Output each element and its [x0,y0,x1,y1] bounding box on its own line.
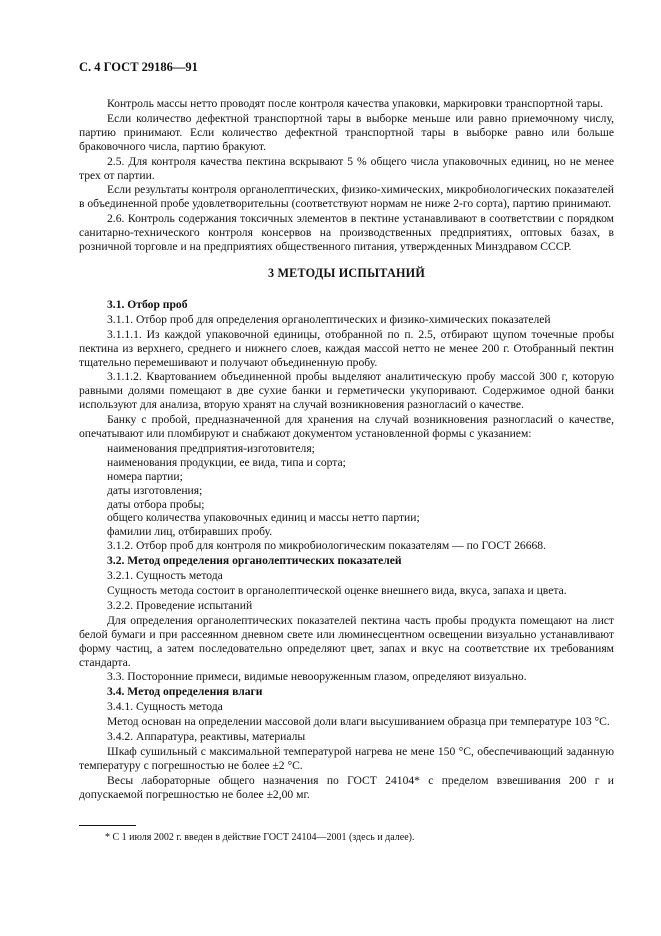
section-title: 3 МЕТОДЫ ИСПЫТАНИЙ [267,265,426,280]
footnote-divider [79,825,136,826]
paragraph: Сущность метода состоит в органолептической оценке внешнего вида, вкуса, запаха и цвета. [107,584,567,597]
subsection-heading: 3.1. Отбор проб [107,297,188,311]
list-item: общего количества упаковочных единиц и массы нетто партии; [107,511,420,525]
paragraph: Если результаты контроля органолептических, физико-химических, микробиологических показателей в объединенной пробе удовлетворительны (соответствуют нормам не ниже 2-го сорта), партию принимают. [79,183,614,211]
paragraph: 3.1.2. Отбор проб для контроля по микробиологическим показателям — по ГОСТ 26668. [107,539,546,553]
paragraph: 3.2.1. Сущность метода [107,569,223,583]
list-item: номера партии; [107,469,183,483]
paragraph: Для определения органолептических показателей пектина часть пробы продукта помещают на лист белой бумаги и при рассеянном дневном свете или люминесцентном освещении визуально устанавливают форму частиц, а затем последовательно определяют цвет, запах и вкус на соответствие их требованиям стандарта. [79,613,614,669]
paragraph: 3.1.1.2. Квартованием объединенной пробы выделяют аналитическую пробу массой 300 г, которую равными долями помещают в две сухие банки и герметически укупоривают. Содержимое одной банки используют для анализа, вторую хранят на случай возникновения разногласий о качестве. [79,370,614,412]
list-item: даты изготовления; [107,483,203,497]
subsection-heading: 3.2. Метод определения органолептических показателей [107,554,402,568]
paragraph: 2.5. Для контроля качества пектина вскрывают 5 % общего числа упаковочных единиц, но не менее трех от партии. [79,154,614,182]
paragraph: 3.4.2. Аппаратура, реактивы, материалы [107,730,306,744]
paragraph: Если количество дефектной транспортной тары в выборке меньше или равно приемочному числу, партию принимают. Если количество дефектной транспортной тары в выборке равно или больше браковочного числа, партию бракуют. [79,111,614,153]
document-body [79,97,614,803]
paragraph: 3.3. Посторонние примеси, видимые невооруженным глазом, определяют визуально. [107,670,527,684]
paragraph: Метод основан на определении массовой доли влаги высушиванием образца при температуре 103 °С. [107,715,610,729]
subsection-heading: 3.4. Метод определения влаги [107,685,263,699]
label-list [79,442,614,539]
list-item: наименования предприятия-изготовителя; [107,441,315,455]
paragraph: Контроль массы нетто проводят после контроля качества упаковки, маркировки транспортной тары. [107,97,604,110]
page-header: С. 4 ГОСТ 29186—91 [79,60,198,74]
paragraph: 3.2.2. Проведение испытаний [107,598,253,612]
list-item: фамилии лиц, отбиравших пробу. [107,525,273,539]
list-item: наименования продукции, ее вида, типа и сорта; [107,455,346,469]
footnote: * С 1 июля 2002 г. введен в действие ГОСТ 24104—2001 (здесь и далее). [105,832,415,843]
paragraph: Весы лабораторные общего назначения по ГОСТ 24104* с пределом взвешивания 200 г и допускаемой погрешностью не более ±2,00 мг. [79,773,614,801]
paragraph: 3.1.1. Отбор проб для определения органолептических и физико-химических показателей [107,312,551,326]
paragraph: 3.1.1.1. Из каждой упаковочной единицы, отобранной по п. 2.5, отбирают щупом точечные пробы пектина из верхнего, среднего и нижнего слоев, каждая массой нетто не менее 200 г. Отобранный пектин тщательно перемешивают и получают объединенную пробу. [79,327,614,369]
paragraph: Шкаф сушильный с максимальной температурой нагрева не мене 150 °С, обеспечивающий заданную температуру с погрешностью не более ±2 °С. [79,744,614,772]
list-item: даты отбора пробы; [107,497,205,511]
paragraph: 2.6. Контроль содержания токсичных элементов в пектине устанавливают в соответствии с порядком санитарно-технического контроля консервов на производственных предприятиях, оптовых базах, в розничной торговле и на предприятиях общественного питания, утвержденных Минздравом СССР. [79,212,614,254]
paragraph: 3.4.1. Сущность метода [107,700,223,714]
paragraph: Банку с пробой, предназначенной для хранения на случай возникновения разногласий о качестве, опечатывают или пломбируют и снабжают документом установленной формы с указанием: [79,413,614,441]
